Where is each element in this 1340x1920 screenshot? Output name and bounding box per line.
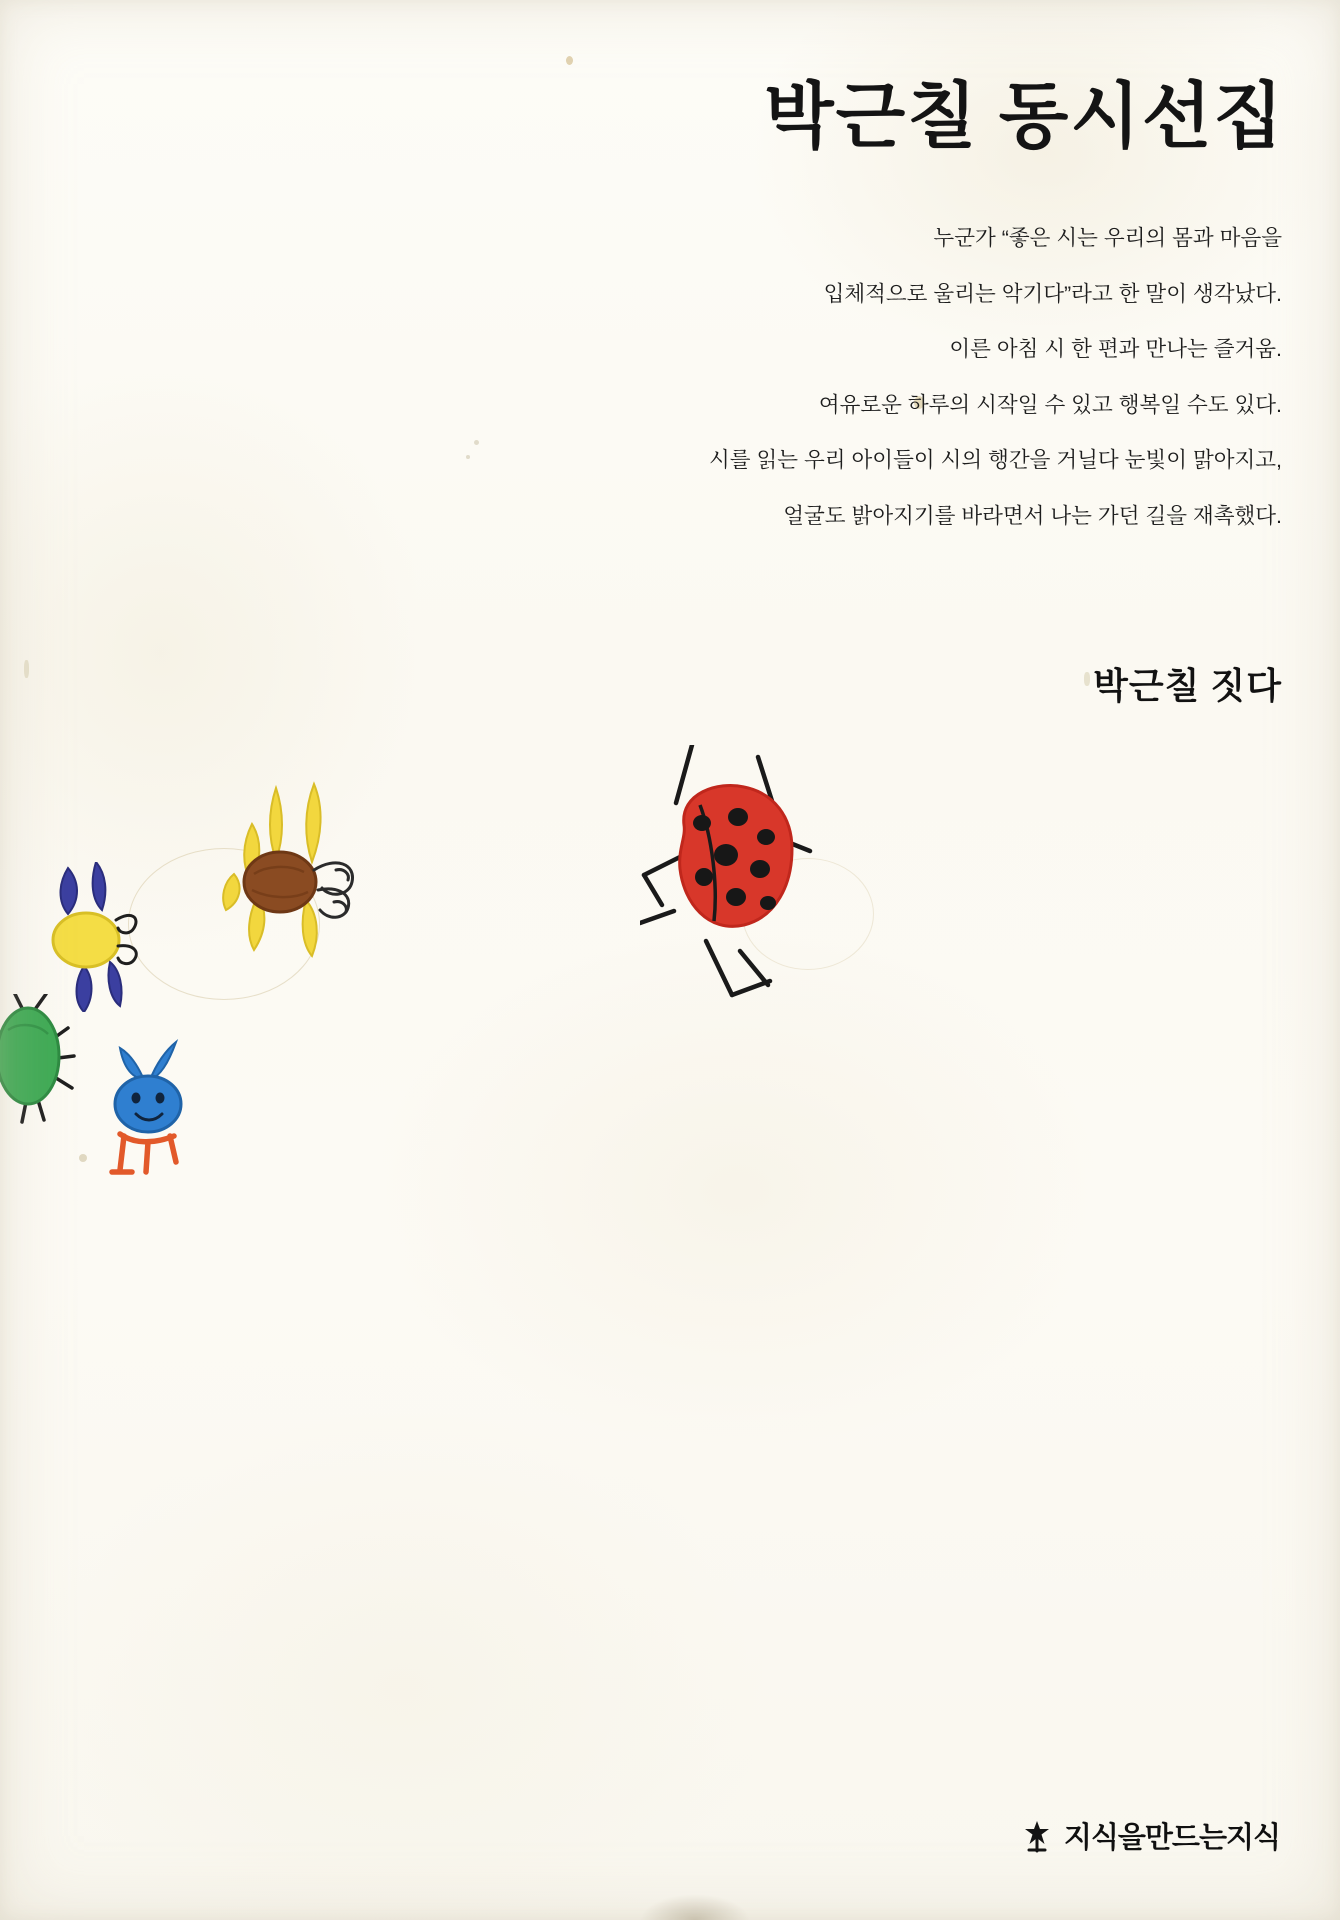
blue-bug-drawing: [98, 1032, 238, 1182]
publisher-logo-icon: [1020, 1819, 1054, 1853]
back-cover-blurb: [582, 228, 1282, 561]
blurb-line: 입체적으로 울리는 악기다”라고 한 말이 생각났다.: [823, 281, 1282, 306]
paper-speck: [474, 440, 479, 445]
paper-speck: [24, 660, 29, 678]
blurb-line: 얼굴도 밝아지기를 바라면서 나는 가던 길을 재촉했다.: [783, 503, 1282, 528]
paper-smudge: [640, 1894, 750, 1920]
blurb-line: 이른 아침 시 한 편과 만나는 즐거움.: [949, 337, 1282, 361]
ladybug-drawing: [640, 745, 880, 1025]
paper-speck: [566, 56, 573, 65]
book-title: 박근칠 동시선집: [764, 77, 1285, 157]
paper-stain-ring: [742, 858, 874, 970]
blurb-line: 시를 읽는 우리 아이들이 시의 행간을 거닐다 눈빛이 맑아지고,: [709, 448, 1282, 472]
blurb-line: 여유로운 하루의 시작일 수 있고 행복일 수도 있다.: [818, 392, 1282, 417]
publisher-name: 지식을만드는지식: [1063, 1822, 1280, 1854]
publisher-imprint: [1020, 1815, 1280, 1856]
paper-speck: [79, 1154, 87, 1162]
paper-speck: [466, 455, 470, 459]
author-credit: 박근칠 짓다: [1093, 666, 1282, 706]
blurb-line: 누군가 “좋은 시는 우리의 몸과 마음을: [933, 226, 1282, 250]
paper-speck: [1084, 672, 1090, 686]
paper-stain-ring: [128, 848, 320, 1000]
green-caterpillar-drawing: [0, 994, 102, 1134]
bee-on-flower-drawing: [218, 778, 378, 968]
yellow-bug-drawing: [40, 862, 160, 1012]
